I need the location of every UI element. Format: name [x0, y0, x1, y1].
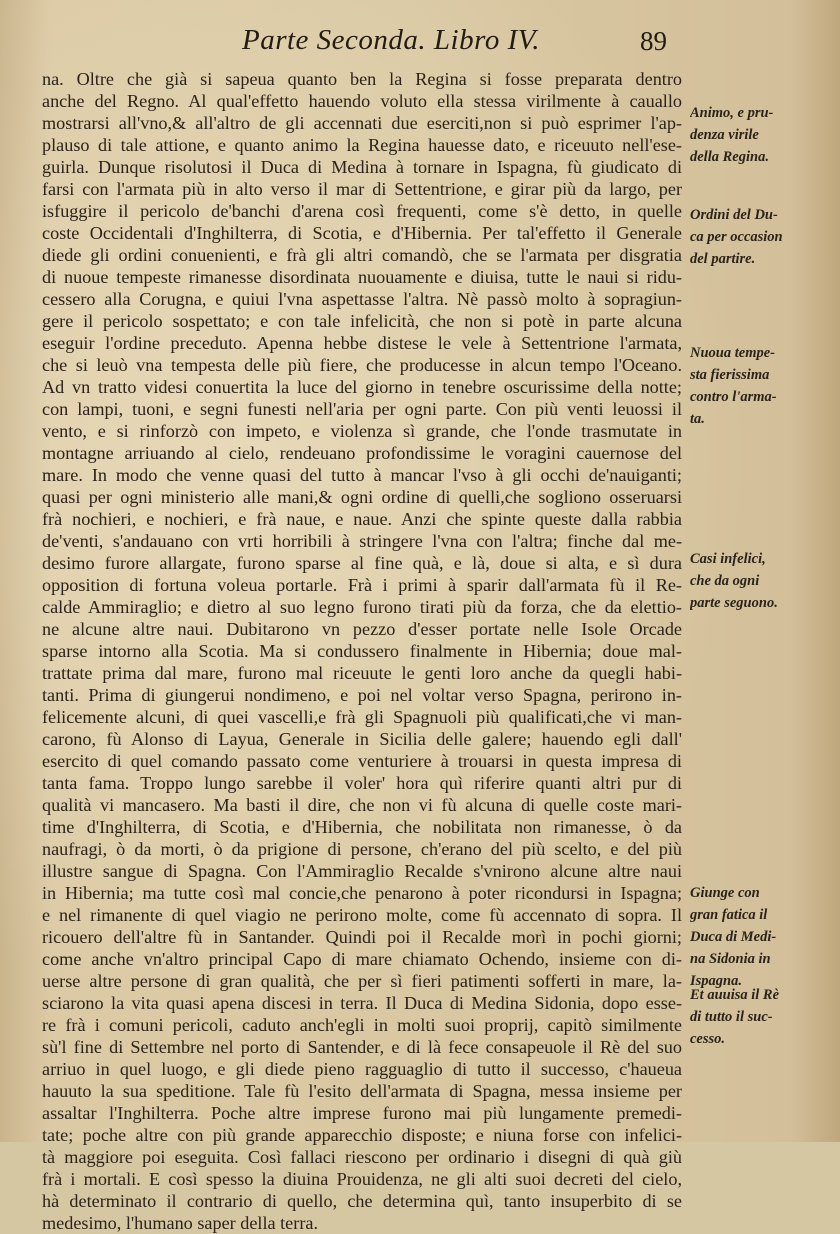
text-line: time d'Inghilterra, di Scotia, e d'Hibernia, che nobilitata non rimanesse, ò da	[42, 817, 682, 837]
text-line: naufragi, ò da morti, ò da prigione di persone, ch'erano del più scelto, e del più	[42, 839, 682, 859]
margin-note-line: di tutto il suc-	[690, 1009, 773, 1025]
text-line: ricouero dell'altre fù in Santander. Quindi poi il Recalde morì in pochi giorni;	[42, 927, 682, 947]
text-line: carono, fù Alonso di Layua, Generale in Sicilia delle galere; hauendo egli dall'	[42, 729, 682, 749]
margin-note-line: che da ogni	[690, 573, 760, 589]
margin-note-line: Ispagna.	[690, 973, 742, 989]
text-line: quasi per ogni ministerio alle mani,& ogni ordine di quelli,che sogliono osseruarsi	[42, 487, 682, 507]
margin-note	[690, 204, 830, 270]
margin-note-line: Duca di Medi-	[690, 929, 777, 945]
text-line: in Hibernia; ma tutte così mal concie,che penarono à poter ricondursi in Ispagna;	[42, 883, 682, 903]
text-line: de'venti, s'andauano con vrti horribili à stringere l'vna con l'altra; finche dal me-	[42, 531, 682, 551]
margin-note-line: parte seguono.	[690, 595, 778, 611]
text-line: re frà i comuni pericoli, caduto anch'egli in molti suoi proprij, capitò similmente	[42, 1015, 682, 1035]
text-line: gere il pericolo sospettato; e con tale infelicità, che non si potè in parte alcuna	[42, 311, 682, 331]
margin-note-line: Casi infelici,	[690, 551, 766, 567]
text-line: tà maggiore poi eseguita. Così fallaci riescono per ordinario i disegni di quà giù	[42, 1147, 682, 1167]
text-line: felicemente alcuni, di quei vascelli,e frà gli Spagnuoli più qualificati,che vi man-	[42, 707, 682, 727]
text-line: farsi con l'armata più in alto verso il mar di Settentrione, e girar più da largo, per	[42, 179, 682, 199]
margin-note	[690, 548, 830, 614]
margin-note-line: Et auuisa il Rè	[690, 987, 780, 1003]
margin-note-line: Ordini del Du-	[690, 207, 778, 223]
margin-note-line: Nuoua tempe-	[690, 345, 775, 361]
text-line: sciarono la vita quasi apena discesi in terra. Il Duca di Medina Sidonia, dopo esse-	[42, 993, 682, 1013]
text-line: vento, e si rinforzò con impeto, e violenza sì grande, che l'onde trasmutate in	[42, 421, 682, 441]
margin-note	[690, 984, 830, 1050]
text-line: uerse altre persone di gran qualità, che per sì fieri patimenti sofferti in mare, la-	[42, 971, 682, 991]
margin-note-line: cesso.	[690, 1031, 726, 1047]
text-line: hà determinato il contrario di quello, che determina quì, tanto insuperbito di se	[42, 1191, 682, 1211]
text-line: come anche vn'altro principal Capo di mare chiamato Ochendo, insieme con di-	[42, 949, 682, 969]
text-line: e nel rimanente di quel viagio ne perirono molte, come fù accennato di sopra. Il	[42, 905, 682, 925]
margin-note-line: del partire.	[690, 251, 756, 267]
text-line: opposition di fortuna voleua portarle. Frà i primi à sparir dall'armata fù il Re-	[42, 575, 682, 595]
margin-note-line: contro l'arma-	[690, 389, 777, 405]
text-line: calde Ammiraglio; e dietro al suo legno furono tirati più da forza, che da elettio-	[42, 597, 682, 617]
text-line: tanti. Prima di giungerui nondimeno, e poi nel voltar verso Spagna, perirono in-	[42, 685, 682, 705]
text-line: medesimo, l'humano saper della terra.	[42, 1213, 318, 1233]
margin-note-line: denza virile	[690, 127, 759, 143]
margin-note	[690, 102, 830, 168]
text-line: frà nochieri, e nochieri, e frà naue, e naue. Anzi che spinte queste dalla rabbia	[42, 509, 682, 529]
page-header	[0, 24, 840, 60]
text-line: sparse intorno alla Scotia. Ma si condussero finalmente in Hibernia; doue mal-	[42, 641, 682, 661]
text-line: isfuggire il pericolo de'banchi d'arena così frequenti, come s'è detto, in quelle	[42, 201, 682, 221]
text-line: di nuoue tempeste rimanesse disordinata nuouamente e diuisa, tutte le naui si ridu-	[42, 267, 682, 287]
text-line: assaltar l'Inghilterra. Poche altre imprese furono mai più lungamente premedi-	[42, 1103, 682, 1123]
text-line: tate; poche altre con più grande apparecchio disposte; e niuna forse con infelici-	[42, 1125, 682, 1145]
margin-note	[690, 882, 830, 992]
text-line: desimo furore allargate, furono sparse al fine quà, e là, doue si alta, e sì dura	[42, 553, 682, 573]
text-line: montagne arriuando al cielo, rendeuano profondissime le voragini cauernose del	[42, 443, 682, 463]
text-line: mare. In modo che venne quasi del tutto à mancar l'vso à gli occhi de'nauiganti;	[42, 465, 682, 485]
text-line: con lampi, tuoni, e segni funesti nell'aria per ogni parte. Con più venti leuossi il	[42, 399, 682, 419]
text-line: na. Oltre che già si sapeua quanto ben la Regina si fosse preparata dentro	[42, 69, 682, 89]
margin-note-line: della Regina.	[690, 149, 769, 165]
text-line: qualità vi mancasero. Ma basti il dire, che non vi fù alcuna di quelle coste mari-	[42, 795, 682, 815]
margin-note-line: ca per occasion	[690, 229, 783, 245]
text-line: plauso di tale attione, e quanto animo la Regina hauesse dato, e riceuuto nell'ese-	[42, 135, 682, 155]
margin-note-line: sta fierissima	[690, 367, 770, 383]
text-line: ne alcune altre naui. Dubitarono vn pezzo d'esser portate nelle Isole Orcade	[42, 619, 682, 639]
text-line: hauuto la sua speditione. Tale fù l'esito dell'armata di Spagna, messa insieme per	[42, 1081, 682, 1101]
page-number: 89	[640, 26, 667, 56]
margin-note	[690, 342, 830, 430]
text-line: trattate prima dal mare, furono mal riceuute le genti loro anche da quegli habi-	[42, 663, 682, 683]
text-line: sù'l fine di Settembre nel porto di Santender, e di là fece consapeuole il Rè del suo	[42, 1037, 682, 1057]
margin-note-line: na Sidonia in	[690, 951, 771, 967]
text-line: che si leuò vna tempesta delle più fiere, che producesse in alcun tempo l'Oceano.	[42, 355, 682, 375]
text-line: tanta fama. Troppo lungo sarebbe il voler' hora quì riferire quanti altri pur di	[42, 773, 682, 793]
text-line: cessero alla Corugna, e quiui l'vna aspettasse l'altra. Nè passò molto à sopragiun-	[42, 289, 682, 309]
text-line: arriuo in quel luogo, e gli diede pieno ragguaglio di tutto il successo, c'haueua	[42, 1059, 682, 1079]
text-line: diede gli ordini conuenienti, e frà gli altri comandò, che se l'armata per disgratia	[42, 245, 682, 265]
text-line: esercito di quel comando passato come venturiere à trouarsi in questa impresa di	[42, 751, 682, 771]
running-title: Parte Seconda. Libro IV.	[242, 24, 540, 56]
text-line: illustre sangue di Spagna. Con l'Ammiraglio Recalde s'vnirono alcune altre naui	[42, 861, 682, 881]
text-line: mostrarsi all'vno,& all'altro de gli accennati due eserciti,non si può esprimer l'ap-	[42, 113, 682, 133]
text-line: eseguir l'ordine preceduto. Apenna hebbe distese le vele à Settentrione l'armata,	[42, 333, 682, 353]
text-line: Ad vn tratto videsi conuertita la luce del giorno in tenebre oscurissime della notte;	[42, 377, 682, 397]
text-line: guirla. Dunque risolutosi il Duca di Medina à tornare in Ispagna, fù giudicato di	[42, 157, 682, 177]
margin-note-line: ta.	[690, 411, 705, 427]
margin-note-line: Animo, e pru-	[690, 105, 774, 121]
margin-note-line: gran fatica il	[690, 907, 768, 923]
text-line: frà i mortali. E così spesso la diuina Prouidenza, ne gli alti suoi decreti del cielo,	[42, 1169, 682, 1189]
text-line: coste Occidentali d'Inghilterra, di Scotia, e d'Hibernia. Per tal'effetto il Generale	[42, 223, 682, 243]
margin-note-line: Giunge con	[690, 885, 760, 901]
text-line: anche del Regno. Al qual'effetto hauendo voluto ella stessa virilmente à cauallo	[42, 91, 682, 111]
